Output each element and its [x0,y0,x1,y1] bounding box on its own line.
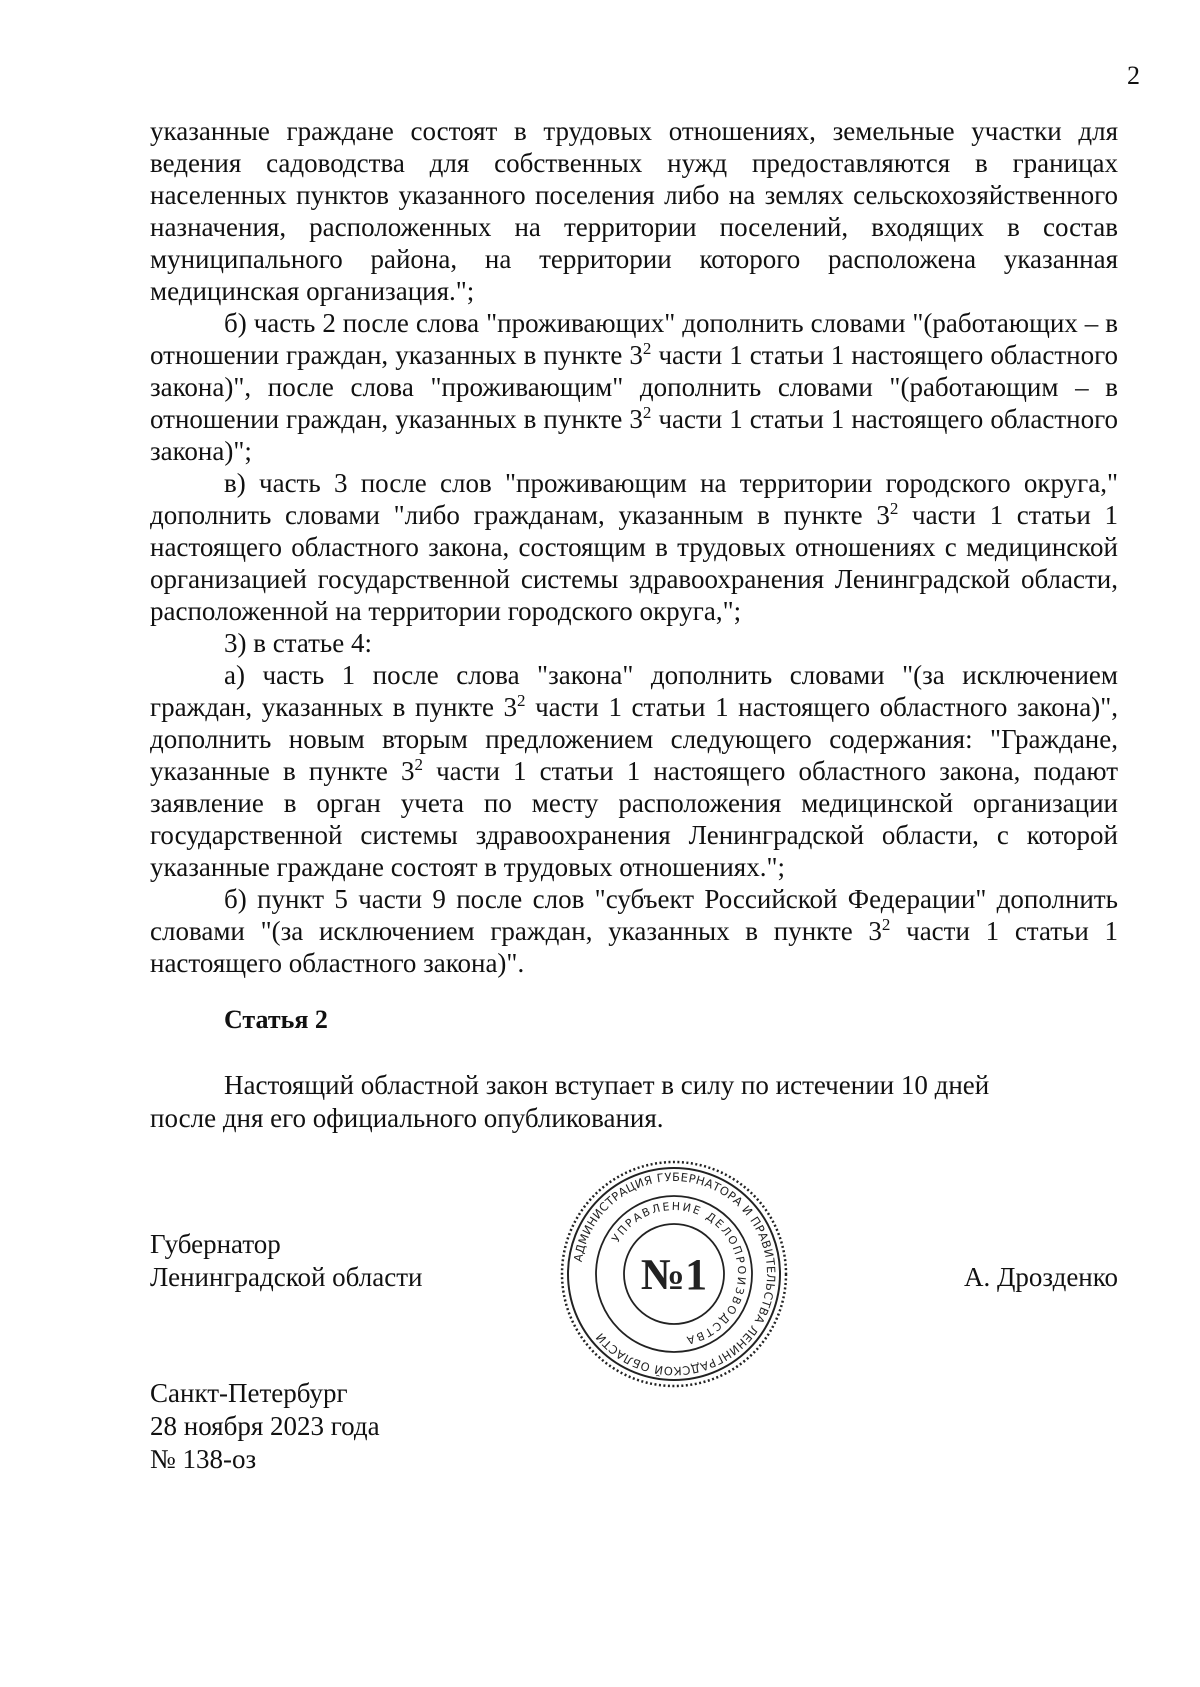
paragraph-article-4-a [150,659,1118,883]
paragraph-text: части 1 статьи 1 настоящего областного закона)"; [150,404,1118,466]
superscript: 2 [881,915,891,934]
paragraph-text: б) пункт 5 части 9 после слов "субъект Российской Федерации" дополнить словами "(за исключением граждан, указанных в пункте 3 [150,884,1118,946]
article-2-line-1: Настоящий областной закон вступает в силу по истечении 10 дней [224,1070,990,1100]
seal-center-text: №1 [640,1250,708,1299]
paragraph-text: части 1 статьи 1 настоящего областного закона)", дополнить новым вторым предложением следующего содержания: "Граждане, указанные в пункте 3 [150,692,1118,786]
superscript: 2 [642,403,652,422]
superscript: 2 [414,755,423,774]
paragraph-article-4-b [150,883,1118,979]
official-seal [558,1158,790,1390]
page-number: 2 [1127,61,1140,90]
signatory-title [150,1228,422,1294]
law-number: № 138-оз [150,1444,257,1474]
paragraph-part-2 [150,307,1118,467]
signatory-title-line-2: Ленинградской области [150,1262,423,1292]
paragraph-text: части 1 статьи 1 настоящего областного закона)". [150,916,1118,978]
article-2-heading: Статья 2 [224,1005,328,1034]
signatory-title-line-1: Губернатор [150,1229,281,1259]
paragraph-text: в) часть 3 после слов "проживающим на территории городского округа," дополнить словами "либо гражданам, указанным в пункте 3 [150,468,1118,530]
date: 28 ноября 2023 года [150,1411,380,1441]
body-text [150,115,1118,979]
seal-stamp-graphic [558,1158,790,1390]
superscript: 2 [642,339,652,358]
paragraph-article-4: 3) в статье 4: [224,628,372,658]
paragraph-text: части 1 статьи 1 настоящего областного закона, состоящим в трудовых отношениях с медицинской организацией государственной системы здравоохранения Ленинградской области, расположенной на территории городского округа,"; [150,500,1118,626]
article-2-text [150,1069,1118,1135]
paragraph-text: а) часть 1 после слова "закона" дополнить словами "(за исключением граждан, указанных в пункте 3 [150,660,1118,722]
paragraph-text: б) часть 2 после слова "проживающих" дополнить словами "(работающих – в отношении граждан, указанных в пункте 3 [150,308,1118,370]
paragraph-text: части 1 статьи 1 настоящего областного закона, подают заявление в орган учета по месту расположения медицинской организации государственной системы здравоохранения Ленинградской области, с которой указанные граждане состоят в трудовых отношениях."; [150,756,1118,882]
seal-inner-text: УПРАВЛЕНИЕ ДЕЛОПРОИЗВОДСТВА [609,1199,749,1348]
place-and-date [150,1377,380,1476]
paragraph-continuation: указанные граждане состоят в трудовых отношениях, земельные участки для ведения садоводства для собственных нужд предоставляются в границах населенных пунктов указанного поселения либо на землях сельскохозяйственного назначения, расположенных на территории поселений, входящих в состав муниципального района, на территории которого расположена указанная медицинская организация."; [150,116,1118,306]
superscript: 2 [517,691,526,710]
paragraph-part-3 [150,467,1118,627]
paragraph-text: части 1 статьи 1 настоящего областного закона)", после слова "проживающим" дополнить словами "(работающим – в отношении граждан, указанных в пункте 3 [150,340,1118,434]
signatory-name: А. Дрозденко [963,1262,1118,1292]
city: Санкт-Петербург [150,1378,348,1408]
superscript: 2 [889,499,899,518]
article-2-line-2: после дня его официального опубликования. [150,1103,664,1133]
seal-outer-text: АДМИНИСТРАЦИЯ ГУБЕРНАТОРА И ПРАВИТЕЛЬСТВА ЛЕНИНГРАДСКОЙ ОБЛАСТИ [570,1169,779,1379]
